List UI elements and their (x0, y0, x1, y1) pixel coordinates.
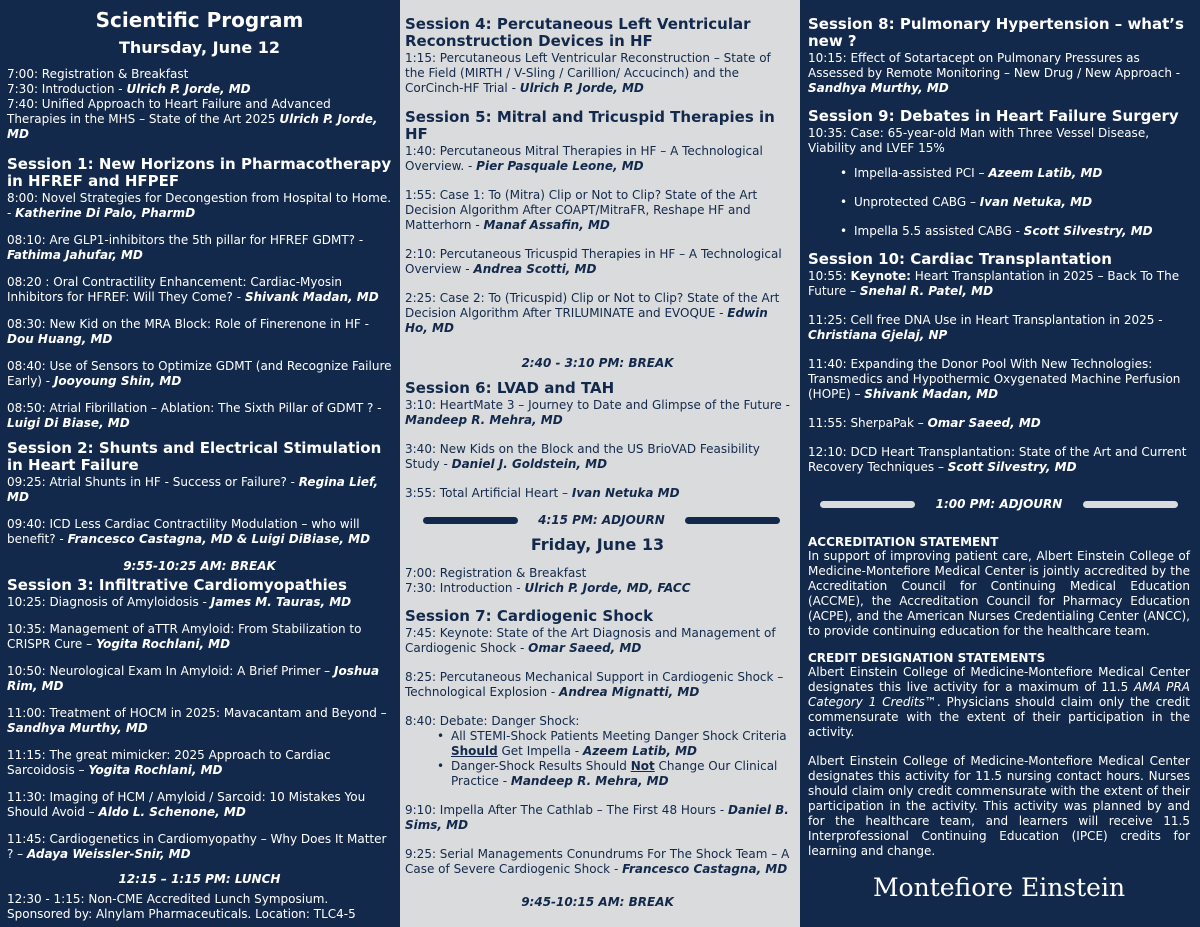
column-thursday-afternoon (400, 0, 800, 927)
speaker-name: Mandeep R. Mehra, MD (510, 774, 669, 788)
break-label: 2:40 - 3:10 PM: BREAK (521, 356, 674, 370)
debate-bullet: • Unprotected CABG – Ivan Netuka, MD (808, 195, 1190, 210)
session-heading: Session 7: Cardiogenic Shock (405, 607, 654, 625)
agenda-item: 12:30 - 1:15: Non-CME Accredited Lunch Symposium. Sponsored by: Alnylam Pharmaceuticals. Location: TLC4-5 (7, 892, 356, 921)
column-friday (800, 0, 1200, 927)
agenda-item: 7:45: Keynote: State of the Art Diagnosis and Management of Cardiogenic Shock - Omar Saeed, MD (405, 626, 776, 655)
speaker-name: Luigi Di Biase, MD (7, 416, 130, 430)
agenda-item: 10:25: Diagnosis of Amyloidosis - James M. Tauras, MD (7, 595, 352, 609)
speaker-name: Daniel B. Sims, MD (405, 803, 789, 832)
agenda-item: 11:30: Imaging of HCM / Amyloid / Sarcoid: 10 Mistakes You Should Avoid – Aldo L. Schenone, MD (7, 790, 366, 819)
session-heading: Session 9: Debates in Heart Failure Surgery (808, 107, 1179, 125)
agenda-item: 08:10: Are GLP1-inhibitors the 5th pillar for HFREF GDMT? - Fathima Jahufar, MD (7, 233, 364, 262)
agenda-item: 09:25: Atrial Shunts in HF - Success or Failure? - Regina Lief, MD (7, 475, 379, 504)
speaker-name: Ulrich P. Jorde, MD (7, 112, 378, 141)
divider-bar (1083, 501, 1178, 508)
speaker-name: Omar Saeed, MD (927, 416, 1041, 430)
speaker-name: Azeem Latib, MD (988, 166, 1103, 180)
speaker-name: Christiana Gjelaj, NP (808, 328, 948, 342)
adjourn-row (808, 497, 1190, 511)
agenda-item: 10:55: Keynote: Heart Transplantation in 2025 – Back To The Future – Snehal R. Patel, MD (808, 269, 1180, 298)
agenda-item: 7:30: Introduction - Ulrich P. Jorde, MD (7, 82, 251, 96)
agenda-item: 9:25: Serial Managements Conundrums For The Shock Team – A Case of Severe Cardiogenic Shock - Francesco Castagna, MD (405, 847, 790, 876)
program-title: Scientific Program (95, 8, 304, 32)
speaker-name: Ulrich P. Jorde, MD (519, 81, 644, 95)
agenda-item: 08:20 : Oral Contractility Enhancement: Cardiac-Myosin Inhibitors for HFREF: Will They Come? - Shivank Madan, MD (7, 275, 379, 304)
divider-bar (423, 517, 518, 524)
speaker-name: Andrea Scotti, MD (473, 262, 597, 276)
agenda-item: 7:00: Registration & Breakfast (405, 566, 587, 580)
speaker-name: Daniel J. Goldstein, MD (451, 457, 608, 471)
divider-bar (820, 501, 915, 508)
speaker-name: Snehal R. Patel, MD (859, 284, 994, 298)
agenda-item: 1:55: Case 1: To (Mitra) Clip or Not to Clip? State of the Art Decision Algorithm After COAPT/MitraFR, Reshape HF and Matterhorn - Manaf Assafin, MD (405, 188, 758, 232)
speaker-name: Fathima Jahufar, MD (7, 248, 143, 262)
adjourn-row (405, 513, 790, 527)
agenda-item: 10:35: Management of aTTR Amyloid: From Stabilization to CRISPR Cure – Yogita Rochlani, MD (7, 622, 362, 651)
session-heading: Session 8: Pulmonary Hypertension – what’s new ? (808, 15, 1184, 50)
agenda-item: 8:25: Percutaneous Mechanical Support in Cardiogenic Shock – Technological Explosion - Andrea Mignatti, MD (405, 670, 784, 699)
agenda-item: 11:45: Cardiogenetics in Cardiomyopathy – Why Does It Matter ? – Adaya Weissler-Snir, MD (7, 832, 387, 861)
speaker-name: Edwin Ho, MD (405, 306, 768, 335)
speaker-name: Francesco Castagna, MD (622, 862, 788, 876)
lunch-label: 12:15 – 1:15 PM: LUNCH (118, 872, 281, 886)
agenda-item: 8:00: Novel Strategies for Decongestion from Hospital to Home. - Katherine Di Palo, PharmD (7, 191, 392, 220)
agenda-item: 3:55: Total Artificial Heart – Ivan Netuka MD (405, 486, 680, 500)
agenda-item: 2:10: Percutaneous Tricuspid Therapies in HF – A Technological Overview - Andrea Scotti, MD (405, 247, 782, 276)
agenda-item: 11:25: Cell free DNA Use in Heart Transplantation in 2025 - Christiana Gjelaj, NP (808, 313, 1163, 342)
credit-text-nursing: Albert Einstein College of Medicine-Montefiore Medical Center designates this activity for 11.5 nursing contact hours. Nurses should claim only credit commensurate with the extent of their participation in the activity. This activity was planned by and for the healthcare team, and learners will receive 11.5 Interprofessional Continuing Education (IPCE) credits for learning and change. (808, 754, 1190, 858)
speaker-name: Ivan Netuka, MD (979, 195, 1093, 209)
divider-bar (685, 517, 780, 524)
adjourn-label: 4:15 PM: ADJOURN (538, 513, 665, 527)
agenda-item: 9:10: Impella After The Cathlab – The First 48 Hours - Daniel B. Sims, MD (405, 803, 789, 832)
speaker-name: Ivan Netuka MD (571, 486, 680, 500)
session-heading: Session 1: New Horizons in Pharmacotherapy in HFREF and HFPEF (7, 155, 392, 190)
speaker-name: Francesco Castagna, MD & Luigi DiBiase, MD (67, 532, 371, 546)
speaker-name: Andrea Mignatti, MD (559, 685, 700, 699)
montefiore-einstein-logo: Montefiore Einstein (872, 873, 1126, 902)
agenda-item: 11:00: Treatment of HOCM in 2025: Mavacantam and Beyond – Sandhya Murthy, MD (7, 706, 387, 735)
speaker-name: Yogita Rochlani, MD (88, 763, 223, 777)
agenda-item: 11:40: Expanding the Donor Pool With New Technologies: Transmedics and Hypothermic Oxygenated Machine Perfusion (HOPE) – Shivank Madan, MD (808, 357, 1181, 401)
agenda-item: 10:15: Effect of Sotartacept on Pulmonary Pressures as Assessed by Remote Monitoring – New Drug / New Approach - Sandhya Murthy, MD (808, 51, 1181, 95)
speaker-name: Scott Silvestry, MD (947, 460, 1077, 474)
speaker-name: James M. Tauras, MD (210, 595, 352, 609)
speaker-name: Mandeep R. Mehra, MD (405, 413, 563, 427)
agenda-item: 08:40: Use of Sensors to Optimize GDMT (and Recognize Failure Early) - Jooyoung Shin, MD (7, 359, 392, 388)
speaker-name: Yogita Rochlani, MD (95, 637, 231, 651)
agenda-item: 7:00: Registration & Breakfast (7, 67, 189, 81)
credit-text: Albert Einstein College of Medicine-Montefiore Medical Center designates this live activity for a maximum of 11.5 AMA PRA Category 1 Credits™. Physicians should claim only the credit commensurate with the extent of their participation in the activity. (808, 665, 1191, 739)
speaker-name: Ulrich P. Jorde, MD, FACC (524, 581, 691, 595)
day-heading-friday: Friday, June 13 (530, 535, 665, 554)
speaker-name: Joshua Rim, MD (7, 664, 380, 693)
session-heading: Session 6: LVAD and TAH (405, 379, 615, 397)
speaker-name: Manaf Assafin, MD (483, 218, 610, 232)
day-heading-thursday: Thursday, June 12 (118, 38, 281, 57)
speaker-name: Pier Pasquale Leone, MD (476, 159, 644, 173)
session-heading: Session 10: Cardiac Transplantation (808, 250, 1112, 268)
session-heading: Session 3: Infiltrative Cardiomyopathies (7, 576, 347, 594)
agenda-item: 08:30: New Kid on the MRA Block: Role of Finerenone in HF - Dou Huang, MD (7, 317, 369, 346)
agenda-item: 11:15: The great mimicker: 2025 Approach to Cardiac Sarcoidosis – Yogita Rochlani, MD (7, 748, 331, 777)
debate-bullet: • Danger-Shock Results Should Not Change Our Clinical Practice - Mandeep R. Mehra, MD (405, 759, 790, 789)
agenda-item: 2:25: Case 2: To (Tricuspid) Clip or Not to Clip? State of the Art Decision Algorithm After TRILUMINATE and EVOQUE - Edwin Ho, MD (405, 291, 780, 335)
speaker-name: Regina Lief, MD (7, 475, 379, 504)
agenda-item: 08:50: Atrial Fibrillation – Ablation: The Sixth Pillar of GDMT ? - Luigi Di Biase, MD (7, 401, 382, 430)
speaker-name: Scott Silvestry, MD (1023, 224, 1153, 238)
agenda-item: 1:15: Percutaneous Left Ventricular Reconstruction – State of the Field (MIRTH / V-Sling / Carillion/ Accucinch) and the CorCinch-HF Trial - Ulrich P. Jorde, MD (405, 51, 771, 95)
break-label: 9:55-10:25 AM: BREAK (123, 559, 276, 573)
speaker-name: Aldo L. Schenone, MD (98, 805, 246, 819)
speaker-name: Dou Huang, MD (7, 332, 113, 346)
session-heading: Session 2: Shunts and Electrical Stimulation in Heart Failure (7, 439, 382, 474)
speaker-name: Omar Saeed, MD (528, 641, 642, 655)
agenda-item: 8:40: Debate: Danger Shock: (405, 714, 580, 728)
agenda-item: 1:40: Percutaneous Mitral Therapies in HF – A Technological Overview. - Pier Pasquale Leone, MD (405, 144, 763, 173)
adjourn-label: 1:00 PM: ADJOURN (935, 497, 1063, 511)
speaker-name: Katherine Di Palo, PharmD (15, 206, 196, 220)
accreditation-text: In support of improving patient care, Albert Einstein College of Medicine-Montefiore Medical Center is jointly accredited by the Accreditation Council for Continuing Medical Education (ACCME), the Accreditation Council for Pharmacy Education (ACPE), and the American Nurses Credentialing Center (ANCC), to provide continuing education for the healthcare team. (808, 549, 1190, 638)
accreditation-heading: ACCREDITATION STATEMENT (808, 535, 999, 549)
speaker-name: Shivank Madan, MD (864, 387, 999, 401)
agenda-item: 7:30: Introduction - Ulrich P. Jorde, MD, FACC (405, 581, 691, 595)
session-heading: Session 5: Mitral and Tricuspid Therapies in HF (405, 108, 775, 143)
speaker-name: Adaya Weissler-Snir, MD (27, 847, 191, 861)
agenda-item: 10:35: Case: 65-year-old Man with Three Vessel Disease, Viability and LVEF 15% (808, 126, 1150, 155)
debate-bullet: • Impella-assisted PCI – Azeem Latib, MD (808, 166, 1190, 181)
speaker-name: Azeem Latib, MD (582, 744, 697, 758)
debate-bullet: • All STEMI-Shock Patients Meeting Danger Shock Criteria Should Get Impella - Azeem Latib, MD (405, 729, 790, 759)
agenda-item: 3:40: New Kids on the Block and the US BrioVAD Feasibility Study - Daniel J. Goldstein, MD (405, 442, 760, 471)
speaker-name: Shivank Madan, MD (244, 290, 379, 304)
agenda-item: 10:50: Neurological Exam In Amyloid: A Brief Primer – Joshua Rim, MD (7, 664, 380, 693)
agenda-item: 7:40: Unified Approach to Heart Failure and Advanced Therapies in the MHS – State of the Art 2025 Ulrich P. Jorde, MD (7, 97, 378, 141)
agenda-item: 11:55: SherpaPak – Omar Saeed, MD (808, 416, 1041, 430)
break-label: 9:45-10:15 AM: BREAK (521, 895, 674, 909)
session-heading: Session 4: Percutaneous Left Ventricular Reconstruction Devices in HF (405, 15, 751, 50)
speaker-name: Ulrich P. Jorde, MD (126, 82, 251, 96)
speaker-name: Jooyoung Shin, MD (53, 374, 182, 388)
credit-heading: CREDIT DESIGNATION STATEMENTS (808, 651, 1046, 665)
speaker-name: Sandhya Murthy, MD (808, 81, 949, 95)
agenda-item: 12:10: DCD Heart Transplantation: State of the Art and Current Recovery Techniques – Scott Silvestry, MD (808, 445, 1187, 474)
column-thursday-morning (0, 0, 400, 927)
speaker-name: Sandhya Murthy, MD (7, 721, 148, 735)
agenda-item: 3:10: HeartMate 3 – Journey to Date and Glimpse of the Future - Mandeep R. Mehra, MD (405, 398, 790, 427)
agenda-item: 09:40: ICD Less Cardiac Contractility Modulation – who will benefit? - Francesco Castagna, MD & Luigi DiBiase, MD (7, 517, 371, 546)
debate-bullet: • Impella 5.5 assisted CABG - Scott Silvestry, MD (808, 224, 1190, 239)
